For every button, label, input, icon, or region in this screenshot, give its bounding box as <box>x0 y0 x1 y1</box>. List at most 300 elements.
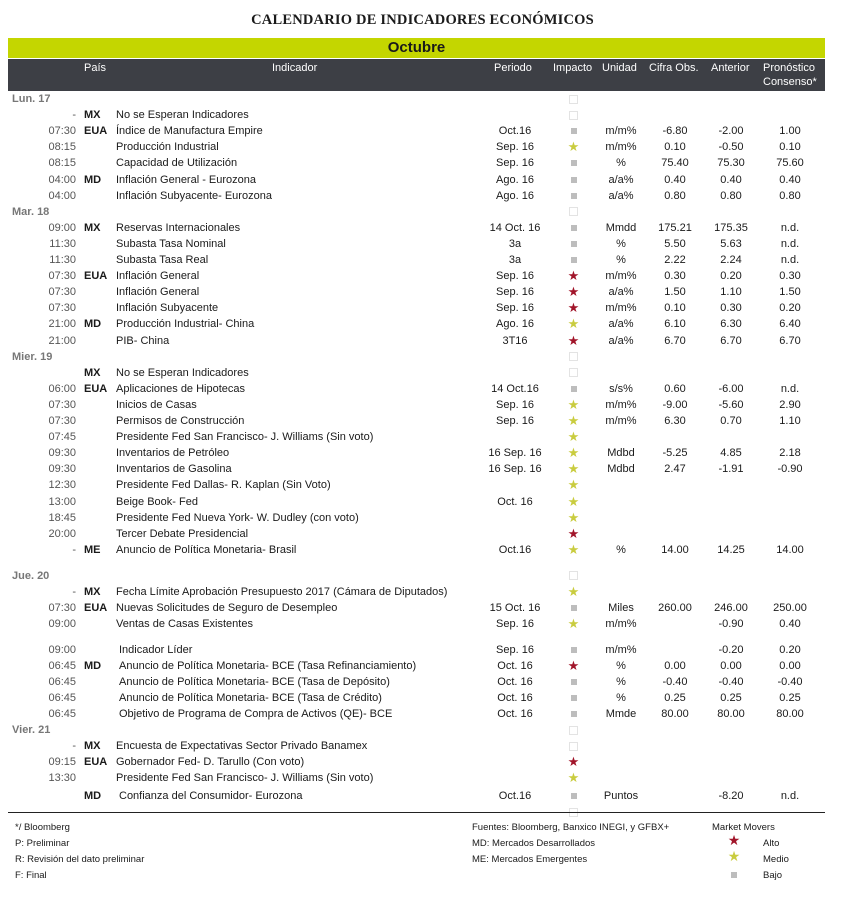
indicator-cell: No se Esperan Indicadores <box>116 109 249 122</box>
square-low-icon <box>567 220 580 236</box>
period-cell: Ago. 16 <box>496 318 534 331</box>
star-medium-icon: ★ <box>567 509 580 525</box>
country-cell: EUA <box>84 382 108 395</box>
time-cell: 21:00 <box>48 334 76 347</box>
star-high-icon: ★ <box>567 525 580 541</box>
table-row <box>0 658 845 674</box>
indicator-cell: Subasta Tasa Real <box>116 254 209 266</box>
table-row <box>0 397 845 413</box>
time-cell: 11:30 <box>49 254 76 266</box>
indicator-cell: Inflación General <box>116 286 200 299</box>
indicator-cell: Nuevas Solicitudes de Seguro de Desempleo <box>116 601 338 614</box>
unit-cell: m/m% <box>605 617 637 630</box>
time-cell: 06:45 <box>48 659 76 672</box>
period-cell: Sep. 16 <box>496 302 534 315</box>
square-low-icon <box>567 642 580 658</box>
star-medium-icon: ★ <box>567 770 580 786</box>
table-row <box>0 365 845 381</box>
unit-cell: m/m% <box>605 398 637 411</box>
time-cell: - <box>72 109 76 122</box>
table-row <box>0 139 845 155</box>
time-cell: 09:00 <box>48 617 76 630</box>
note-final: F: Final <box>15 870 47 881</box>
forecast-cell: 0.40 <box>779 617 801 630</box>
table-row <box>0 706 845 722</box>
table-row <box>0 284 845 300</box>
prev-cell: -0.50 <box>718 141 744 154</box>
period-cell: Sep. 16 <box>496 270 534 283</box>
prev-cell: 0.80 <box>720 189 742 202</box>
unit-cell: % <box>616 543 626 556</box>
day-header-row <box>0 91 845 107</box>
time-cell: 07:30 <box>48 415 76 427</box>
star-medium-icon: ★ <box>567 477 580 493</box>
time-cell: 13:30 <box>48 772 76 785</box>
prev-cell: 4.85 <box>720 447 742 460</box>
square-low-icon <box>567 690 580 706</box>
indicator-cell: Subasta Tasa Nominal <box>116 237 226 250</box>
country-cell: MX <box>84 585 101 598</box>
square-low-icon <box>567 236 580 252</box>
period-cell: Sep. 16 <box>496 643 534 656</box>
unit-cell: a/a% <box>608 318 634 331</box>
star-medium-icon: ★ <box>567 396 580 412</box>
country-cell: MD <box>84 173 102 186</box>
empty-impact-icon <box>567 722 580 738</box>
footer-sources: Fuentes: Bloomberg, Banxico INEGI, y GFBX+ <box>472 822 670 833</box>
note-bloomberg: */ Bloomberg <box>15 822 70 833</box>
time-cell: 08:15 <box>48 157 76 170</box>
table-row <box>0 642 845 658</box>
day-header-row <box>0 349 845 365</box>
time-cell: 07:30 <box>48 270 76 283</box>
obs-cell: 0.40 <box>664 173 686 186</box>
star-medium-icon: ★ <box>567 445 580 461</box>
header-prev: Anterior <box>711 62 750 74</box>
table-row <box>0 510 845 526</box>
indicator-cell: Beige Book- Fed <box>116 495 198 508</box>
obs-cell: 2.22 <box>664 254 686 266</box>
star-medium-icon: ★ <box>567 583 580 599</box>
time-cell: 21:00 <box>48 318 76 331</box>
time-cell: - <box>72 585 76 598</box>
prev-cell: 0.40 <box>720 173 742 186</box>
forecast-cell: -0.90 <box>777 463 803 476</box>
table-row <box>0 461 845 477</box>
prev-cell: 175.35 <box>714 221 748 234</box>
forecast-cell: 1.00 <box>779 125 801 138</box>
forecast-cell: 0.00 <box>779 659 801 672</box>
obs-cell: 14.00 <box>661 543 689 556</box>
time-cell: 07:30 <box>48 398 76 411</box>
time-cell: 20:00 <box>48 527 76 540</box>
indicator-cell: Inventarios de Gasolina <box>116 463 232 476</box>
prev-cell: -1.91 <box>718 463 744 476</box>
period-cell: Oct. 16 <box>497 691 533 704</box>
forecast-cell: 2.90 <box>779 398 801 411</box>
footer-divider <box>8 812 825 813</box>
indicator-cell: Encuesta de Expectativas Sector Privado Banamex <box>116 740 368 753</box>
unit-cell: m/m% <box>605 643 637 656</box>
obs-cell: 0.30 <box>664 270 686 283</box>
star-medium-icon: ★ <box>567 316 580 332</box>
table-row <box>0 220 845 236</box>
unit-cell: % <box>616 254 626 266</box>
forecast-cell: 75.60 <box>776 157 804 170</box>
obs-cell: 260.00 <box>658 601 692 614</box>
forecast-cell: 0.25 <box>779 691 801 704</box>
time-cell: - <box>72 740 76 753</box>
square-low-icon <box>567 172 580 188</box>
indicator-cell: Inflación General - Eurozona <box>116 173 257 186</box>
indicator-cell: Gobernador Fed- D. Tarullo (Con voto) <box>116 756 305 769</box>
table-row <box>0 542 845 558</box>
period-cell: Oct. 16 <box>497 708 533 721</box>
table-row <box>0 107 845 123</box>
period-cell: Sep. 16 <box>496 398 534 411</box>
indicator-cell: Anuncio de Política Monetaria- BCE (Tasa de Depósito) <box>119 675 390 688</box>
time-cell: 09:00 <box>48 643 76 656</box>
period-cell: Ago. 16 <box>496 173 534 186</box>
empty-impact-icon <box>567 568 580 584</box>
prev-cell: 0.25 <box>720 691 742 704</box>
obs-cell: -0.40 <box>662 675 688 688</box>
indicator-cell: Inventarios de Petróleo <box>116 447 230 460</box>
empty-impact-icon <box>567 738 580 754</box>
indicator-cell: Índice de Manufactura Empire <box>116 125 263 138</box>
obs-cell: 175.21 <box>658 221 692 234</box>
period-cell: 15 Oct. 16 <box>489 601 541 614</box>
time-cell: 09:30 <box>48 447 76 460</box>
table-row <box>0 252 845 268</box>
forecast-cell: 2.18 <box>779 447 801 460</box>
obs-cell: 2.47 <box>664 463 686 476</box>
empty-impact-icon <box>567 349 580 365</box>
forecast-cell: 6.40 <box>779 318 801 331</box>
prev-cell: -0.20 <box>718 643 744 656</box>
country-cell: EUA <box>84 601 108 614</box>
country-cell: MD <box>84 318 102 331</box>
period-cell: Sep. 16 <box>496 141 534 154</box>
time-cell: 07:30 <box>48 302 76 315</box>
prev-cell: 1.10 <box>720 286 742 299</box>
legend-medium-label: Medio <box>763 854 789 865</box>
footer-me: ME: Mercados Emergentes <box>472 854 588 865</box>
unit-cell: Miles <box>608 601 634 614</box>
forecast-cell: 0.30 <box>779 270 801 283</box>
obs-cell: -9.00 <box>662 398 688 411</box>
indicator-cell: Anuncio de Política Monetaria- BCE (Tasa de Crédito) <box>119 691 382 704</box>
star-medium-icon: ★ <box>567 493 580 509</box>
time-cell: - <box>72 543 76 556</box>
period-cell: Sep. 16 <box>496 286 534 299</box>
period-cell: 16 Sep. 16 <box>488 447 542 460</box>
unit-cell: m/m% <box>605 415 637 427</box>
period-cell: 16 Sep. 16 <box>488 463 542 476</box>
indicator-cell: Inicios de Casas <box>116 398 197 411</box>
forecast-cell: 250.00 <box>773 601 807 614</box>
period-cell: Oct. 16 <box>497 675 533 688</box>
forecast-cell: 0.40 <box>779 173 801 186</box>
indicator-cell: Presidente Fed San Francisco- J. Williams (Sin voto) <box>116 431 374 444</box>
period-cell: 14 Oct.16 <box>491 382 539 395</box>
square-low-icon <box>567 706 580 722</box>
header-obs: Cifra Obs. <box>649 62 699 74</box>
table-row <box>0 445 845 461</box>
indicator-cell: Reservas Internacionales <box>116 221 241 234</box>
obs-cell: 0.80 <box>664 189 686 202</box>
indicator-cell: PIB- China <box>116 334 170 347</box>
obs-cell: 0.00 <box>664 659 686 672</box>
indicator-cell: Confianza del Consumidor- Eurozona <box>119 790 303 803</box>
country-cell: EUA <box>84 125 108 138</box>
table-row <box>0 616 845 632</box>
prev-cell: -5.60 <box>718 398 744 411</box>
indicator-cell: Capacidad de Utilización <box>116 157 238 170</box>
day-label: Vier. 21 <box>12 724 51 737</box>
star-high-icon: ★ <box>567 754 580 770</box>
star-high-icon: ★ <box>567 284 580 300</box>
table-row <box>0 236 845 252</box>
period-cell: Sep. 16 <box>496 415 534 427</box>
day-header-row <box>0 722 845 738</box>
table-row <box>0 674 845 690</box>
obs-cell: 6.30 <box>664 415 686 427</box>
indicator-cell: Presidente Fed San Francisco- J. Williams (Sin voto) <box>116 772 374 785</box>
time-cell: 13:00 <box>48 495 76 508</box>
prev-cell: 80.00 <box>717 708 745 721</box>
day-label: Mier. 19 <box>12 350 53 363</box>
star-medium-icon: ★ <box>567 413 580 428</box>
indicator-cell: Ventas de Casas Existentes <box>116 617 253 630</box>
time-cell: 07:30 <box>48 601 76 614</box>
time-cell: 09:00 <box>48 221 76 234</box>
unit-cell: a/a% <box>608 189 634 202</box>
table-row <box>0 690 845 706</box>
obs-cell: -5.25 <box>662 447 688 460</box>
prev-cell: 6.30 <box>720 318 742 331</box>
indicator-cell: Indicador Líder <box>119 643 193 656</box>
period-cell: Ago. 16 <box>496 189 534 202</box>
indicator-cell: No se Esperan Indicadores <box>116 366 249 379</box>
obs-cell: 0.10 <box>664 141 686 154</box>
obs-cell: 0.10 <box>664 302 686 315</box>
page-title: CALENDARIO DE INDICADORES ECONÓMICOS <box>251 12 594 28</box>
period-cell: Oct.16 <box>498 790 532 803</box>
unit-cell: s/s% <box>609 382 633 395</box>
time-cell: 09:15 <box>48 756 76 769</box>
period-cell: Sep. 16 <box>496 617 534 630</box>
indicator-cell: Presidente Fed Nueva York- W. Dudley (con voto) <box>116 511 359 524</box>
table-row <box>0 155 845 171</box>
table-row <box>0 477 845 493</box>
unit-cell: a/a% <box>608 334 634 347</box>
day-label: Lun. 17 <box>12 93 51 105</box>
period-cell: 3a <box>508 237 522 250</box>
star-medium-icon: ★ <box>567 615 580 631</box>
time-cell: 07:45 <box>48 431 76 444</box>
square-low-icon <box>567 381 580 397</box>
period-cell: 3T16 <box>502 334 528 347</box>
prev-cell: 2.24 <box>720 254 742 266</box>
table-row <box>0 413 845 429</box>
legend-title: Market Movers <box>712 822 775 833</box>
unit-cell: % <box>616 237 626 250</box>
star-medium-icon: ★ <box>567 139 580 155</box>
legend-square-low-icon <box>727 866 741 884</box>
country-cell: EUA <box>84 270 108 283</box>
forecast-cell: 80.00 <box>776 708 804 721</box>
table-row <box>0 584 845 600</box>
unit-cell: Mdbd <box>607 447 635 460</box>
header-unit: Unidad <box>602 62 637 74</box>
time-cell: 11:30 <box>49 237 76 250</box>
table-row <box>0 494 845 510</box>
empty-impact-icon <box>567 365 580 381</box>
forecast-cell: 0.20 <box>779 643 801 656</box>
obs-cell: 0.60 <box>664 382 686 395</box>
country-cell: ME <box>84 543 101 556</box>
prev-cell: 75.30 <box>717 157 745 170</box>
empty-impact-icon <box>567 204 580 220</box>
period-cell: Oct.16 <box>498 543 532 556</box>
forecast-cell: n.d. <box>780 221 800 234</box>
forecast-cell: -0.40 <box>777 675 803 688</box>
forecast-cell: 0.20 <box>779 302 801 315</box>
country-cell: MX <box>84 366 101 379</box>
header-impact: Impacto <box>553 62 593 74</box>
unit-cell: m/m% <box>605 125 637 138</box>
unit-cell: Puntos <box>603 790 639 803</box>
legend-star-medium-icon: ★ <box>727 848 741 864</box>
star-medium-icon: ★ <box>567 541 580 557</box>
indicator-cell: Anuncio de Política Monetaria- Brasil <box>116 543 297 556</box>
period-cell: 3a <box>508 254 522 266</box>
indicator-cell: Producción Industrial <box>116 141 219 154</box>
legend-high-label: Alto <box>763 838 780 849</box>
legend-low-label: Bajo <box>763 870 783 881</box>
table-row <box>0 172 845 188</box>
prev-cell: -6.00 <box>718 382 744 395</box>
time-cell: 12:30 <box>48 479 76 492</box>
note-revision: R: Revisión del dato preliminar <box>15 854 145 865</box>
table-row <box>0 788 845 804</box>
square-low-icon <box>567 674 580 690</box>
table-row <box>0 316 845 332</box>
time-cell: 08:15 <box>48 141 76 154</box>
indicator-cell: Inflación General <box>116 270 200 283</box>
period-cell: Oct. 16 <box>497 495 533 508</box>
prev-cell: 0.00 <box>720 659 742 672</box>
table-row <box>0 333 845 349</box>
time-cell: 04:00 <box>48 189 76 202</box>
header-indicator: Indicador <box>272 62 318 74</box>
indicator-cell: Presidente Fed Dallas- R. Kaplan (Sin Voto) <box>116 479 331 492</box>
period-cell: Oct.16 <box>498 125 532 138</box>
prev-cell: -8.20 <box>718 790 744 803</box>
unit-cell: m/m% <box>605 141 637 154</box>
square-low-icon <box>567 155 580 171</box>
indicator-cell: Producción Industrial- China <box>116 318 255 331</box>
country-cell: MX <box>84 740 101 753</box>
month-banner: Octubre <box>8 38 825 58</box>
obs-cell: 6.10 <box>664 318 686 331</box>
table-row <box>0 429 845 445</box>
forecast-cell: n.d. <box>780 790 800 803</box>
forecast-cell: 1.10 <box>779 415 801 427</box>
time-cell: 04:00 <box>48 173 76 186</box>
day-header-row <box>0 204 845 220</box>
header-fcst-1: Pronóstico <box>763 62 815 74</box>
forecast-cell: 1.50 <box>779 286 801 299</box>
forecast-cell: n.d. <box>780 382 800 395</box>
period-cell: Oct. 16 <box>497 659 533 672</box>
unit-cell: % <box>616 691 626 704</box>
table-row <box>0 123 845 139</box>
prev-cell: -0.90 <box>718 617 744 630</box>
indicator-cell: Inflación Subyacente <box>116 302 219 315</box>
square-low-icon <box>567 788 580 804</box>
prev-cell: 5.63 <box>720 237 742 250</box>
unit-cell: a/a% <box>608 173 634 186</box>
indicator-cell: Aplicaciones de Hipotecas <box>116 382 246 395</box>
forecast-cell: n.d. <box>780 237 800 250</box>
star-high-icon: ★ <box>567 657 580 673</box>
star-high-icon: ★ <box>567 332 580 348</box>
country-cell: MD <box>84 790 102 803</box>
time-cell: 06:45 <box>48 708 76 721</box>
forecast-cell: n.d. <box>780 254 800 266</box>
note-preliminar: P: Preliminar <box>15 838 70 849</box>
table-row <box>0 600 845 616</box>
table-header <box>8 59 825 91</box>
prev-cell: 246.00 <box>714 601 748 614</box>
day-header-row <box>0 568 845 584</box>
star-medium-icon: ★ <box>567 429 580 445</box>
empty-impact-icon <box>567 91 580 107</box>
table-row <box>0 268 845 284</box>
forecast-cell: 6.70 <box>779 334 801 347</box>
country-cell: MX <box>84 221 101 234</box>
square-low-icon <box>567 188 580 204</box>
unit-cell: Mmdd <box>605 221 637 234</box>
star-high-icon: ★ <box>567 300 580 316</box>
indicator-cell: Fecha Límite Aprobación Presupuesto 2017 (Cámara de Diputados) <box>116 585 448 598</box>
period-cell: Sep. 16 <box>496 157 534 170</box>
indicator-cell: Inflación Subyacente- Eurozona <box>116 189 272 202</box>
obs-cell: 5.50 <box>664 237 686 250</box>
table-row <box>0 754 845 770</box>
prev-cell: 0.70 <box>720 415 742 427</box>
prev-cell: 0.30 <box>720 302 742 315</box>
time-cell: 07:30 <box>48 286 76 299</box>
day-label: Jue. 20 <box>12 569 50 582</box>
obs-cell: 1.50 <box>664 286 686 299</box>
square-low-icon <box>567 123 580 139</box>
prev-cell: -0.40 <box>718 675 744 688</box>
country-cell: MX <box>84 109 101 122</box>
footer-md: MD: Mercados Desarrollados <box>472 838 596 849</box>
country-cell: EUA <box>84 756 108 769</box>
forecast-cell: 0.80 <box>779 189 801 202</box>
header-period: Periodo <box>494 62 532 74</box>
prev-cell: -2.00 <box>718 125 744 138</box>
square-low-icon <box>567 600 580 616</box>
indicator-cell: Tercer Debate Presidencial <box>116 527 249 540</box>
time-cell: 06:00 <box>48 382 76 395</box>
unit-cell: % <box>616 675 626 688</box>
unit-cell: % <box>616 157 626 170</box>
